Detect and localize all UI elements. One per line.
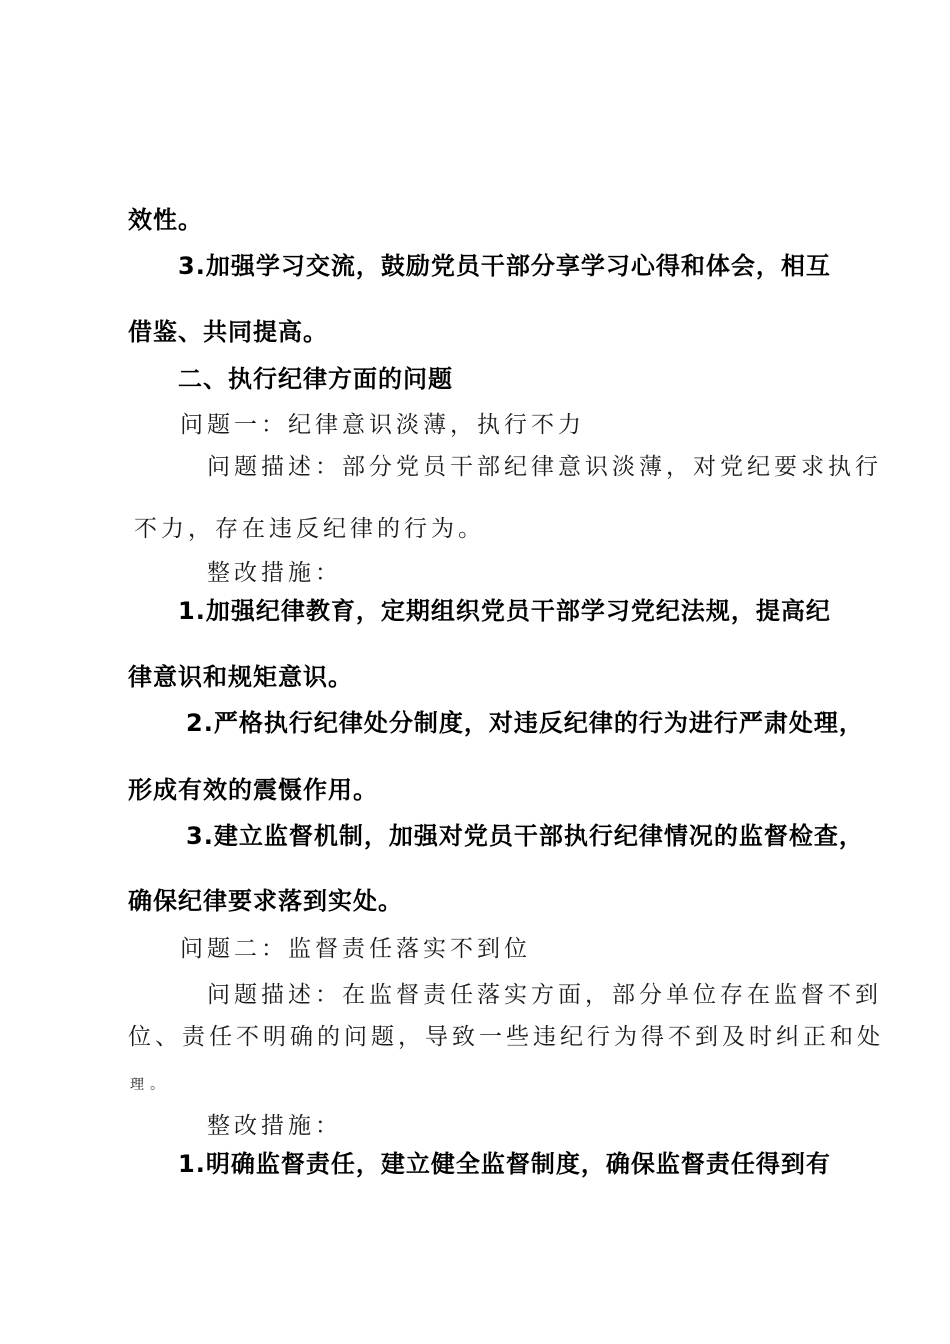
list-item-text: 3.加强学习交流，鼓励党员干部分享学习心得和体会，相互: [178, 252, 831, 280]
list-item-text: 1.明确监督责任，建立健全监督制度，确保监督责任得到有: [178, 1150, 831, 1178]
text-line: 借鉴、共同提高。: [128, 318, 328, 346]
text-line: 位、责任不明确的问题，导致一些违纪行为得不到及时纠正和处: [128, 1024, 884, 1050]
text-line: 形成有效的震慑作用。: [128, 776, 378, 804]
list-item-text: 1.加强纪律教育，定期组织党员干部学习党纪法规，提高纪: [178, 597, 831, 625]
issue-description: 问题描述：在监督责任落实方面，部分单位存在监督不到: [207, 982, 882, 1008]
list-item-text: 2.严格执行纪律处分制度，对违反纪律的行为进行严肃处理，: [186, 709, 864, 737]
measures-label: 整改措施：: [207, 1113, 342, 1139]
section-heading: 二、执行纪律方面的问题: [178, 365, 453, 393]
text-line: 确保纪律要求落到实处。: [128, 887, 403, 915]
text-line: 理。: [130, 1077, 170, 1093]
issue-title: 问题一：纪律意识淡薄，执行不力: [180, 412, 585, 438]
issue-description: 问题描述：部分党员干部纪律意识淡薄，对党纪要求执行: [207, 454, 882, 480]
measures-label: 整改措施：: [207, 560, 342, 586]
issue-title: 问题二：监督责任落实不到位: [180, 936, 531, 962]
list-item-text: 3.建立监督机制，加强对党员干部执行纪律情况的监督检查，: [186, 822, 864, 850]
text-line: 不力，存在违反纪律的行为。: [134, 516, 485, 542]
text-line: 效性。: [128, 206, 203, 234]
text-line: 律意识和规矩意识。: [128, 663, 353, 691]
